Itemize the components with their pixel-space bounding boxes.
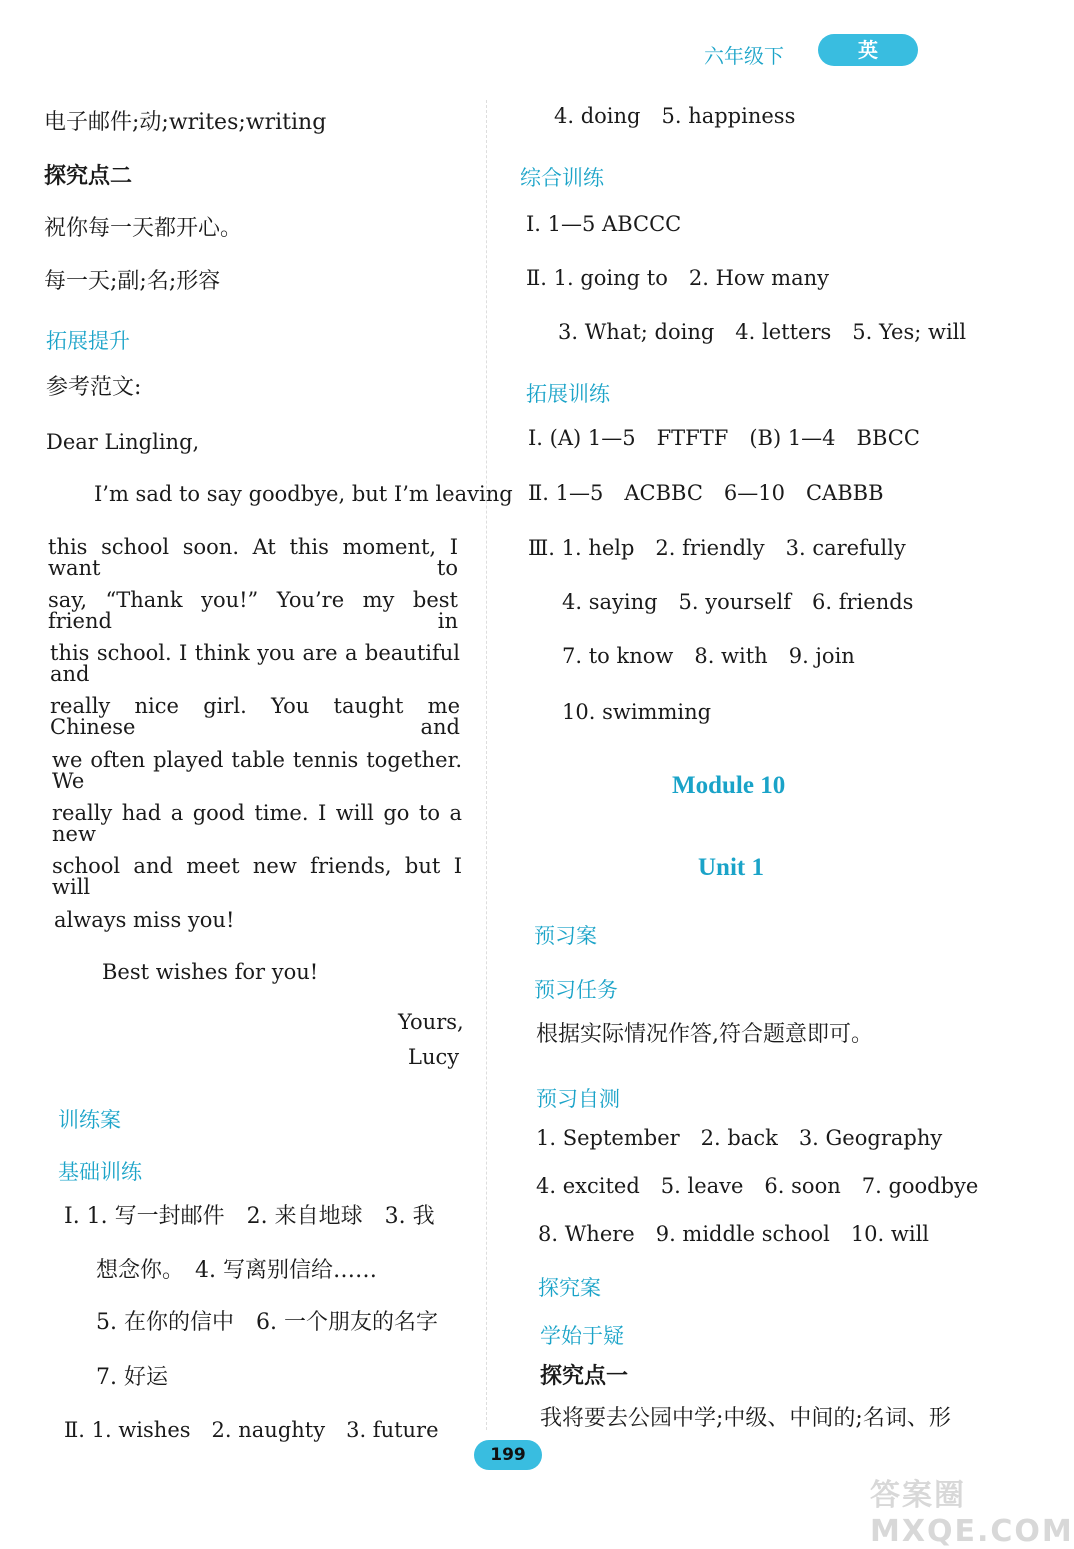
exercise-line: 想念你。 4. 写离别信给……: [96, 1258, 377, 1283]
answer-line: 7. to know 8. with 9. join: [562, 644, 855, 668]
letter-yours: Yours,: [398, 1010, 464, 1034]
page-number: 199: [474, 1440, 542, 1470]
letter-line: this school. I think you are a beautiful and: [50, 641, 460, 686]
letter-line: this school soon. At this moment, I want to: [48, 535, 458, 580]
letter-line: school and meet new friends, but I will: [52, 854, 462, 899]
answer-line: Ⅲ. 1. help 2. friendly 3. carefully: [528, 536, 906, 560]
exercise-line: 5. 在你的信中 6. 一个朋友的名字: [96, 1310, 438, 1335]
letter-line: really nice girl. You taught me Chinese and: [50, 694, 460, 739]
heading-xueshi: 学始于疑: [540, 1324, 624, 1348]
column-divider: [486, 100, 487, 1430]
exercise-line: Ⅰ. 1. 写一封邮件 2. 来自地球 3. 我: [64, 1204, 435, 1229]
letter-line: we often played table tennis together. We: [52, 748, 462, 793]
grade-label: 六年级下: [704, 44, 784, 68]
heading-yuxi-renwu: 预习任务: [534, 978, 618, 1002]
unit-title: Unit 1: [698, 854, 764, 881]
letter-closing: Best wishes for you!: [102, 960, 319, 984]
heading-zonghe: 综合训练: [520, 166, 604, 190]
answer-line: Ⅰ. (A) 1—5 FTFTF (B) 1—4 BBCC: [528, 426, 920, 450]
subject-badge: 英 语: [818, 34, 918, 66]
letter-line: I’m sad to say goodbye, but I’m leaving: [94, 482, 513, 506]
letter-line: really had a good time. I will go to a new: [52, 801, 462, 846]
answer-line: Ⅰ. 1—5 ABCCC: [526, 212, 682, 236]
letter-signature: Lucy: [408, 1045, 460, 1069]
answer-line: 4. saying 5. yourself 6. friends: [562, 590, 914, 614]
left-line-email: 电子邮件;动;writes;writing: [44, 110, 327, 135]
left-line-cankao: 参考范文:: [46, 375, 142, 400]
answer-line: 1. September 2. back 3. Geography: [536, 1126, 943, 1150]
exercise-line: Ⅱ. 1. wishes 2. naughty 3. future: [64, 1418, 439, 1442]
heading-tuozhan-tisheng: 拓展提升: [46, 329, 130, 353]
heading-yuxian: 预习案: [534, 924, 597, 948]
letter-line: say, “Thank you!” You’re my best friend in: [48, 588, 458, 633]
answer-line: 我将要去公园中学;中级、中间的;名词、形: [540, 1406, 951, 1431]
heading-tanjiu-2: 探究点二: [44, 164, 133, 189]
answer-line: 4. doing 5. happiness: [554, 104, 796, 128]
letter-salutation: Dear Lingling,: [46, 430, 200, 454]
heading-jichu: 基础训练: [58, 1160, 142, 1184]
heading-xunlian: 训练案: [58, 1108, 121, 1132]
left-line-meiyitian: 每一天;副;名;形容: [44, 269, 221, 294]
left-line-zhuni: 祝你每一天都开心。: [44, 216, 243, 241]
heading-tanjiuan: 探究案: [538, 1276, 601, 1300]
letter-line: always miss you!: [54, 908, 235, 932]
answer-line: 根据实际情况作答,符合题意即可。: [536, 1022, 873, 1047]
heading-tanjiu-1: 探究点一: [540, 1364, 629, 1389]
module-title: Module 10: [672, 772, 786, 799]
answer-line: 10. swimming: [562, 700, 712, 724]
watermark: 答案圈 MXQE.COM: [870, 1478, 1074, 1549]
answer-line: 4. excited 5. leave 6. soon 7. goodbye: [536, 1174, 979, 1198]
answer-line: Ⅱ. 1. going to 2. How many: [526, 266, 830, 290]
answer-line: Ⅱ. 1—5 ACBBC 6—10 CABBB: [528, 481, 884, 505]
answer-line: 3. What; doing 4. letters 5. Yes; will: [558, 320, 967, 344]
heading-yuxi-zice: 预习自测: [536, 1087, 620, 1111]
exercise-line: 7. 好运: [96, 1365, 168, 1390]
answer-line: 8. Where 9. middle school 10. will: [538, 1222, 930, 1246]
heading-tuozhan-xunlian: 拓展训练: [526, 382, 610, 406]
